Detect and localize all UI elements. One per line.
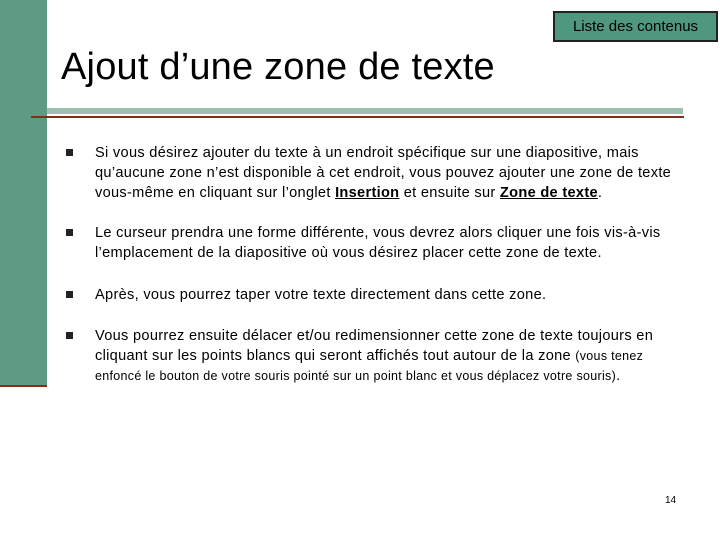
title-divider-green: [47, 108, 683, 114]
title-divider-red: [31, 116, 684, 118]
square-bullet-icon: [66, 291, 73, 298]
bullet-4-text-end: .: [616, 368, 621, 384]
slide-content: [66, 143, 686, 386]
page-number: 14: [665, 495, 677, 506]
bullet-item-4: [66, 326, 686, 386]
bullet-3-text: Après, vous pourrez taper votre texte directement dans cette zone.: [95, 287, 547, 303]
text-box-reference: Zone de texte: [499, 185, 598, 201]
insertion-tab-reference: Insertion: [335, 185, 400, 201]
slide-title: Ajout d’une zone de texte: [61, 46, 495, 88]
square-bullet-icon: [66, 149, 73, 156]
left-sidebar-bar: [0, 0, 47, 387]
bullet-1-text-part-2: et ensuite sur: [399, 185, 500, 201]
bullet-item-3: [66, 285, 686, 305]
bullet-item-1: [66, 143, 686, 203]
square-bullet-icon: [66, 229, 73, 236]
content-list-button[interactable]: Liste des contenus: [553, 11, 718, 42]
square-bullet-icon: [66, 332, 73, 339]
bullet-item-2: [66, 223, 686, 263]
bullet-4-text-main: Vous pourrez ensuite délacer et/ou redimensionner cette zone de texte toujours en cliquant sur les points blancs qui seront affichés tout autour de la zone: [95, 328, 654, 364]
bullet-2-text: Le curseur prendra une forme différente, vous devrez alors cliquer une fois vis-à-vis l’emplacement de la diapositive où vous désirez placer cette zone de texte.: [95, 225, 661, 261]
bullet-4-text-small: (vous tenez enfoncé le bouton de votre souris pointé sur un point blanc et vous déplacez votre souris): [95, 349, 644, 383]
bullet-1-text-part-3: .: [597, 185, 603, 201]
bullet-1-text-part-1: Si vous désirez ajouter du texte à un endroit spécifique sur une diapositive, mais qu’aucune zone n’est disponible à cet endroit, vous pouvez ajouter une zone de texte vous-même en cliquant sur l’onglet: [95, 145, 672, 201]
